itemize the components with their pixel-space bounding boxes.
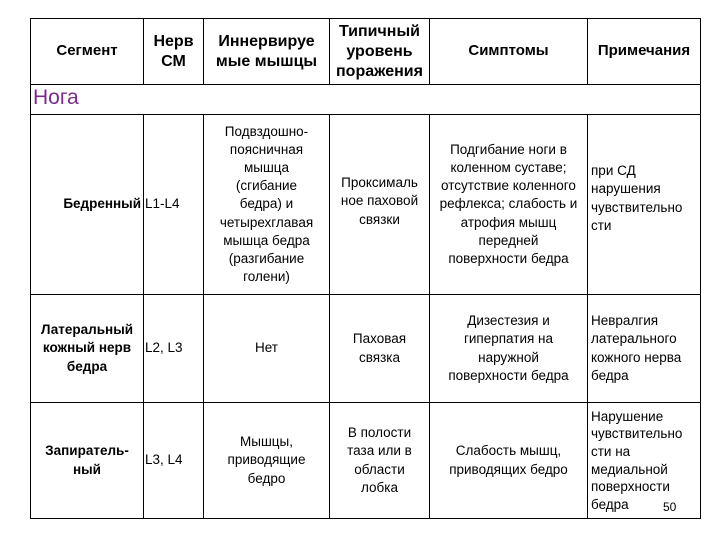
row2-symptoms: Дизестезия и гиперпатия на наружной поверхности бедра bbox=[448, 313, 569, 383]
row3-muscles: Мышцы, приводящие бедро bbox=[227, 434, 306, 486]
row1-muscles: Подвздошно- поясничная мышца (сгибание бедра) и четырехглавая мышца бедра (разгибание голени) bbox=[219, 123, 314, 285]
row1-notes: при СД нарушения чувствительно сти bbox=[591, 163, 683, 233]
row2-name: Латеральный кожный нерв бедра bbox=[40, 322, 134, 374]
row1-segments: L1-L4 bbox=[145, 196, 180, 212]
table-col-border-6 bbox=[700, 18, 701, 519]
row3-notes: Нарушение чувствительно сти на медиальной поверхности бедра bbox=[591, 408, 683, 512]
row1-level: Проксималь ное паховой связки bbox=[340, 175, 419, 227]
header-level: Типичный уровень поражения bbox=[336, 22, 423, 80]
page-number: 50 bbox=[663, 500, 677, 514]
row2-level: Паховая связка bbox=[352, 331, 407, 365]
header-muscles: Иннервируе мые мышцы bbox=[215, 32, 318, 70]
row2-muscles: Нет bbox=[255, 340, 278, 356]
row3-segments: L3, L4 bbox=[145, 452, 183, 468]
header-notes: Примечания bbox=[597, 42, 691, 60]
table-border-header bbox=[30, 84, 701, 85]
header-symptoms: Симптомы bbox=[468, 42, 549, 60]
row3-name: Запиратель- ный bbox=[45, 443, 129, 477]
row1-name: Бедренный bbox=[63, 196, 141, 212]
row3-symptoms: Слабость мышц, приводящих бедро bbox=[449, 443, 568, 477]
section-title: Нога bbox=[33, 86, 79, 109]
row2-notes: Невралгия латерального кожного нерва бедра bbox=[591, 313, 682, 383]
row2-segments: L2, L3 bbox=[145, 340, 183, 356]
header-nerve-segments: Нерв СМ bbox=[153, 32, 194, 70]
row1-symptoms: Подгибание ноги в коленном суставе; отсутствие коленного рефлекса; слабость и атрофия мышц передней поверхности бедра bbox=[439, 141, 578, 267]
row3-level: В полости таза или в области лобка bbox=[347, 425, 412, 495]
header-segment: Сегмент bbox=[56, 42, 118, 60]
table-border-bottom bbox=[30, 518, 701, 519]
